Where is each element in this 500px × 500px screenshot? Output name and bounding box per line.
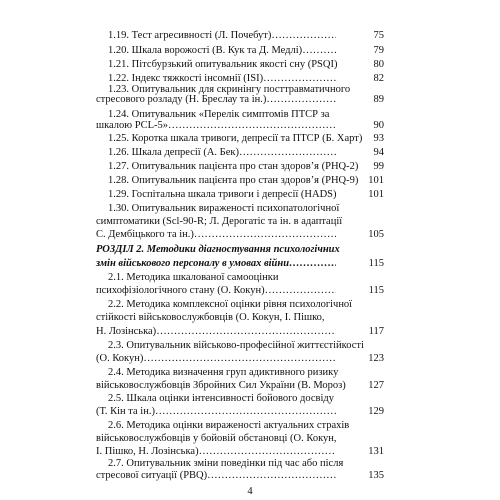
toc-page-number: 80 — [373, 59, 384, 70]
toc-entry: 1.19. Тест агресивності (Л. Почебут) …………………………………………………………………………………………………… — [108, 30, 336, 42]
toc-entry-line: 2.1. Методика шкалованої самооцінки — [108, 272, 279, 283]
toc-entry: 1.29. Госпітальна шкала тривоги і депресії (HADS) — [108, 189, 337, 200]
toc-entry: І. Пішко, Н. Лозінська) …………………………………………………………………………………………………… — [96, 446, 336, 458]
toc-entry: 1.21. Пітсбурзький опитувальник якості сну (PSQI) — [108, 59, 338, 70]
chapter-heading: РОЗДІЛ 2. Методики діагностування психологічних — [96, 244, 340, 255]
toc-entry-line: військовослужбовців у бойовій обстановці (О. Кокун, — [96, 433, 337, 444]
toc-page-number: 90 — [373, 120, 384, 131]
toc-entry: стресової ситуації (PBQ) …………………………………………………………………………………………………… — [96, 470, 336, 482]
toc-page-number: 75 — [373, 30, 384, 41]
toc-entry-line: симптоматики (Scl-90-R; Л. Дерогатіс та ін. в адаптації — [96, 216, 343, 227]
toc-entry-line: 1.23. Опитувальник для скринінгу посттравматичного — [108, 84, 351, 95]
toc-page-number: 93 — [373, 133, 384, 144]
toc-entry: шкалою PCL-5» …………………………………………………………………………………………………… — [96, 120, 336, 132]
toc-entry-line: 2.2. Методика комплексної оцінки рівня психологічної — [108, 299, 353, 310]
toc-entry: 1.20. Шкала ворожості (В. Кук та Д. Медлі) …………………………………………………………………………………………………… — [108, 45, 336, 57]
toc-page-number: 115 — [368, 285, 384, 296]
toc-entry: 1.25. Коротка шкала тривоги, депресії та ПТСР (Б. Харт) — [108, 133, 363, 144]
toc-page-number: 79 — [373, 45, 384, 56]
toc-entry: 1.27. Опитувальник пацієнта про стан здоров’я (PHQ-2) — [108, 161, 359, 172]
toc-entry: стресового розладу (Н. Бреслау та ін.) …………………………………………………………………………………………………… — [96, 94, 336, 106]
toc-page-number: 123 — [368, 353, 384, 364]
toc-page-number: 129 — [368, 406, 384, 417]
toc-page-number: 89 — [373, 94, 384, 105]
toc-entry-line: 2.4. Методика визначення груп адиктивного ризику — [108, 367, 339, 378]
toc-entry: психофізіологічного стану (О. Кокун) …………………………………………………………………………………………………… — [96, 285, 336, 297]
toc-entry: Н. Лозінська) …………………………………………………………………………………………………… — [96, 326, 336, 338]
toc-entry-line: 2.3. Опитувальник військово-професійної життєстійкості — [108, 340, 364, 351]
toc-page-number: 101 — [368, 175, 384, 186]
toc-page-number: 94 — [373, 147, 384, 158]
toc-page-number: 135 — [368, 470, 384, 481]
toc-page-number: 99 — [373, 161, 384, 172]
toc-page-number: 82 — [373, 73, 384, 84]
toc-entry-line: 1.24. Опитувальник «Перелік симптомів ПТСР за — [108, 109, 330, 120]
toc-entry: 1.22. Індекс тяжкості інсомнії (ISI) …………………………………………………………………………………………………… — [108, 73, 336, 85]
toc-page-number: 127 — [368, 380, 384, 391]
toc-page-number: 131 — [368, 446, 384, 457]
toc-entry: 1.28. Опитувальник пацієнта про стан здоров’я (PHQ-9) — [108, 175, 359, 186]
toc-entry-line: 2.6. Методика оцінки вираженості актуальних страхів — [108, 420, 350, 431]
toc-entry-line: 2.5. Шкала оцінки інтенсивності бойового досвіду — [108, 393, 335, 404]
page-footer-number: 4 — [247, 486, 253, 497]
toc-page-number: 105 — [368, 229, 384, 240]
toc-entry: військовослужбовців Збройних Сил України (В. Мороз) — [96, 380, 346, 391]
toc-entry: (Т. Кін та ін.) …………………………………………………………………………………………………… — [96, 406, 336, 418]
toc-entry-line: 2.7. Опитувальник зміни поведінки під час або після — [108, 458, 344, 469]
toc-entry: (О. Кокун) …………………………………………………………………………………………………… — [96, 353, 336, 365]
toc-page-number: 115 — [368, 258, 384, 269]
chapter-heading: змін військового персоналу в умовах війни …………………………………………………………………………………………………… — [96, 258, 336, 270]
toc-entry: 1.26. Шкала депресії (А. Бек) …………………………………………………………………………………………………… — [108, 147, 336, 159]
toc-entry: С. Дембіцького та ін.) …………………………………………………………………………………………………… — [96, 229, 336, 241]
toc-entry-line: 1.30. Опитувальник вираженості психопатологічної — [108, 203, 340, 214]
toc-entry-line: стійкості військовослужбовців (О. Кокун, І. Пішко, — [96, 312, 325, 323]
toc-page-number: 117 — [368, 326, 384, 337]
toc-page-number: 101 — [368, 189, 384, 200]
